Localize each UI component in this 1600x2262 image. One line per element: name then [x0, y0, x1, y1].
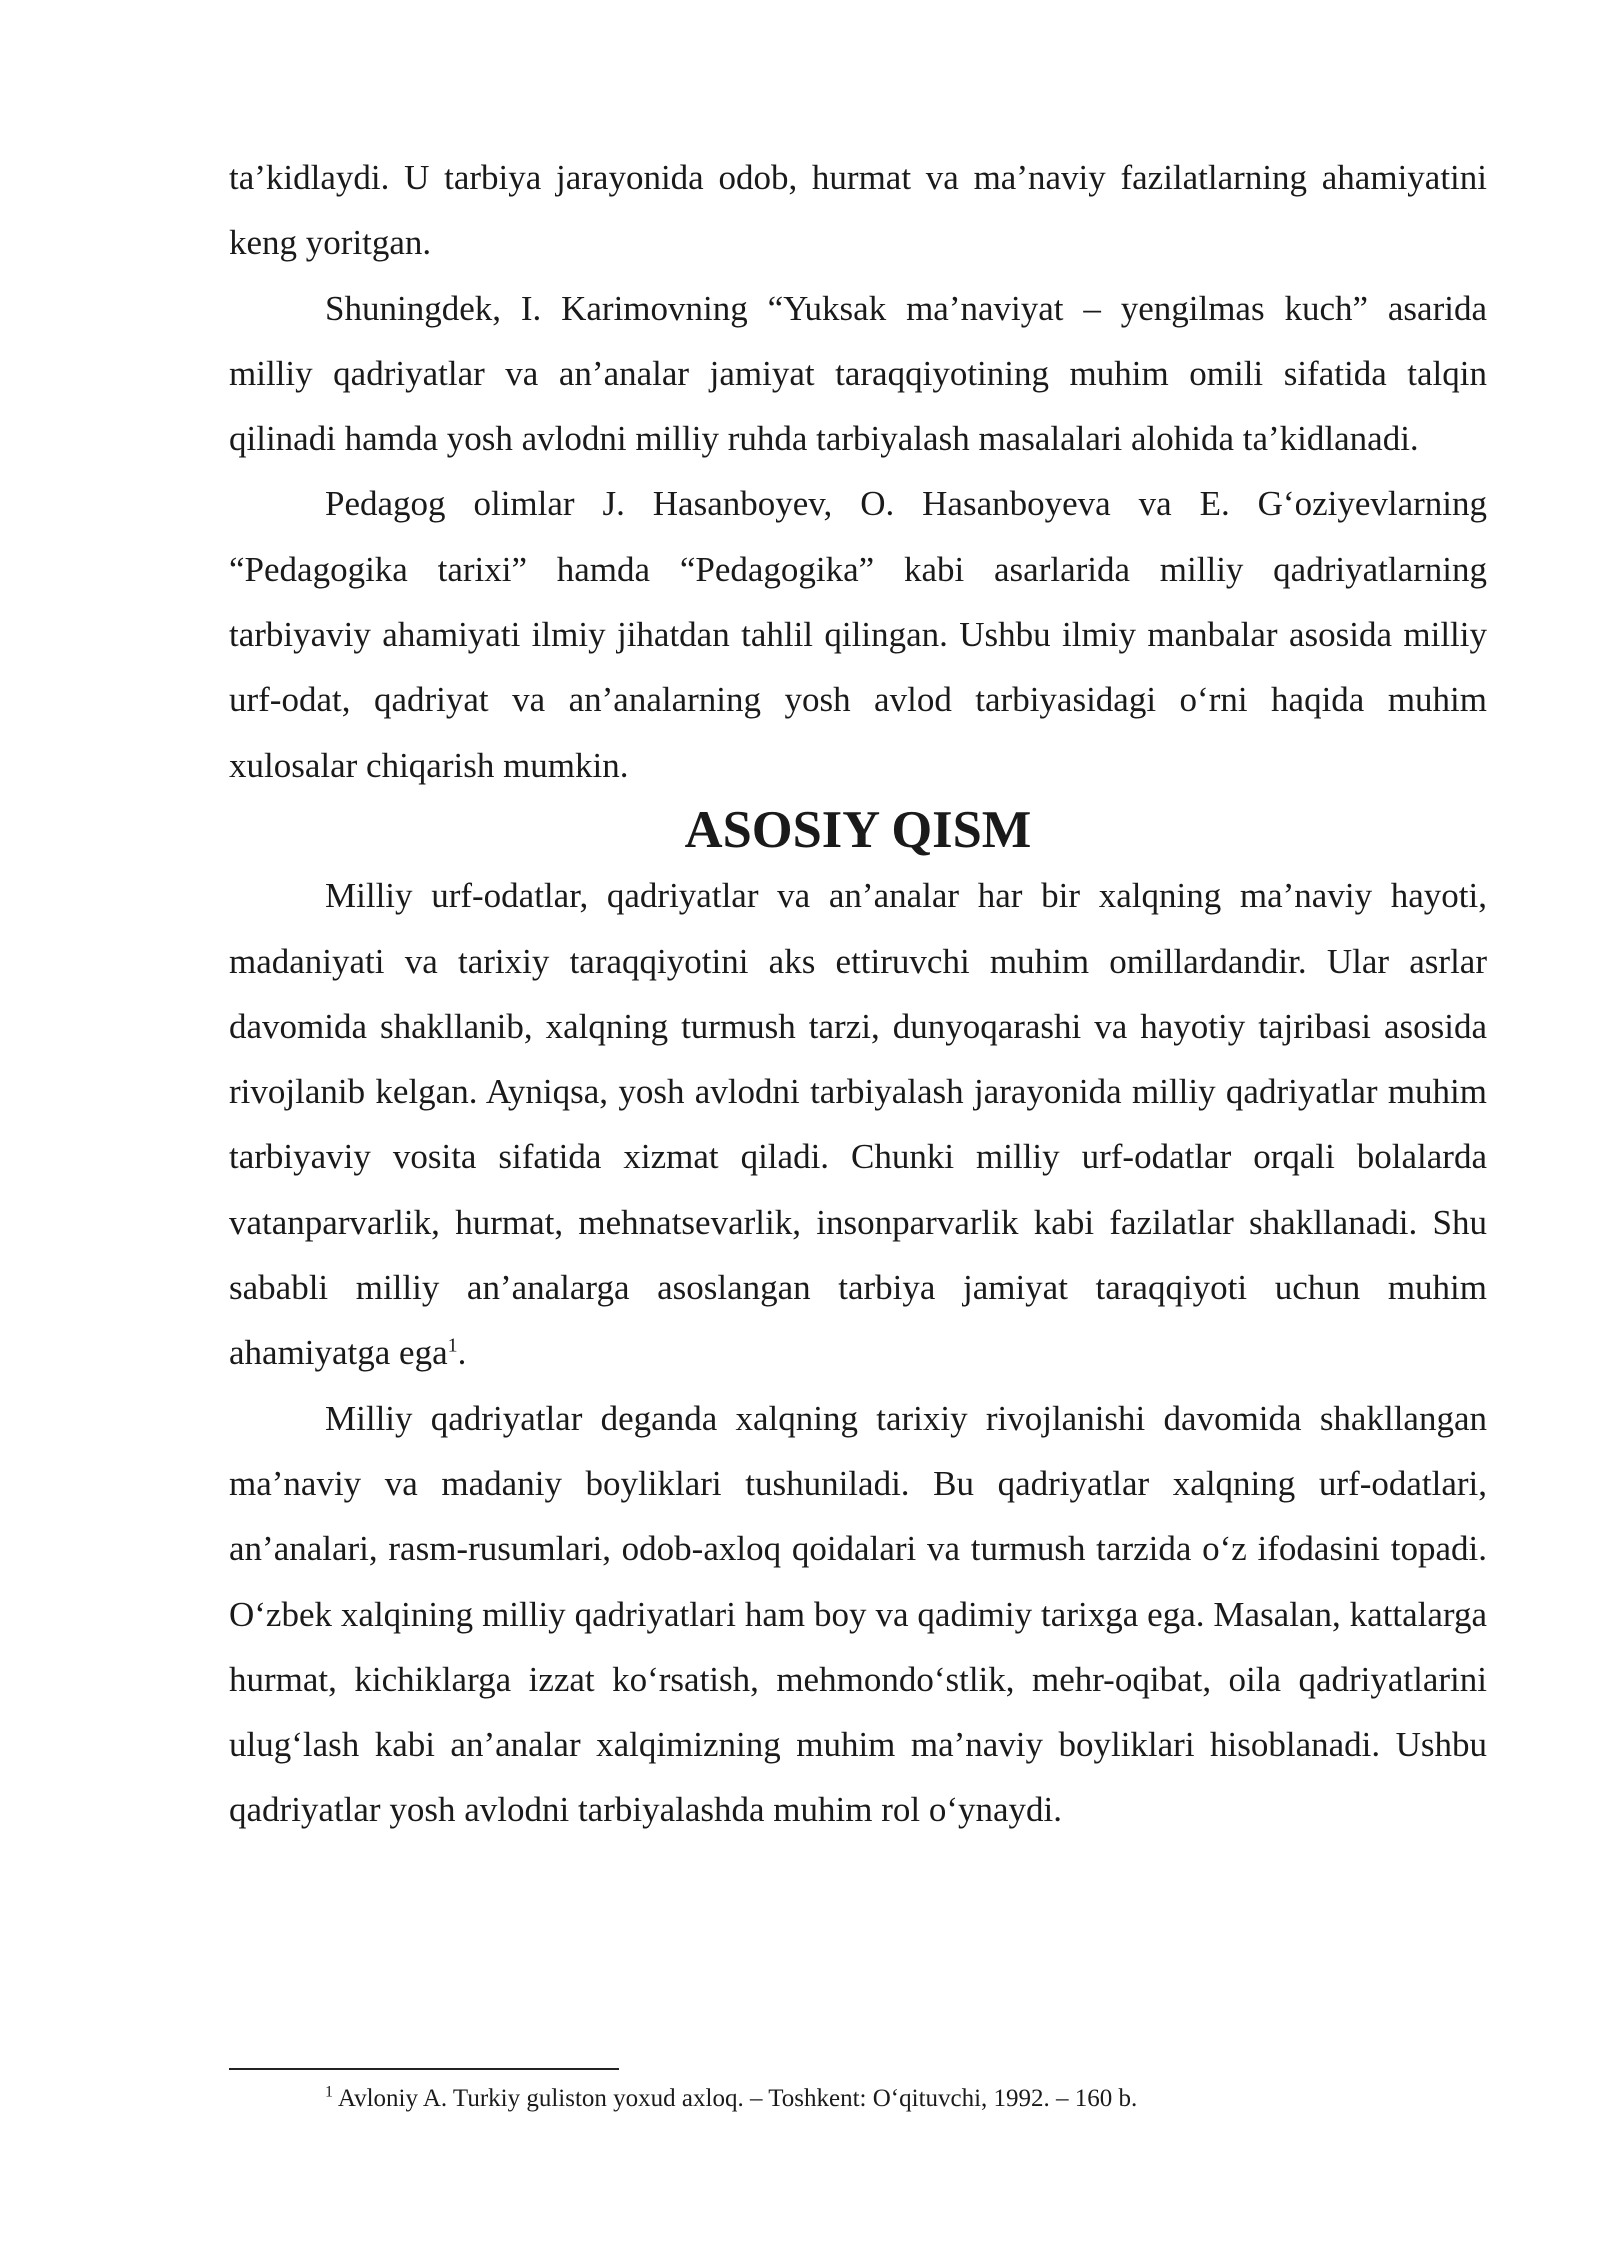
paragraph-karimov: Shuningdek, I. Karimovning “Yuksak ma’naviyat – yengilmas kuch” asarida milliy qadriyatlar va an’analar jamiyat taraqqiyotining muhim omili sifatida talqin qilinadi hamda yosh avlodni milliy ruhda tarbiyalash masalalari alohida ta’kidlanadi.	[229, 288, 1487, 459]
footnote-reference[interactable]: 1	[447, 1334, 458, 1357]
paragraph-pedagog-olimlar: Pedagog olimlar J. Hasanboyev, O. Hasanboyeva va E. G‘oziyevlarning “Pedagogika tarixi” hamda “Pedagogika” kabi asarlarida milliy qadriyatlarning tarbiyaviy ahamiyati ilmiy jihatdan tahlil qilingan. Ushbu ilmiy manbalar asosida milliy urf-odat, qadriyat va an’analarning yosh avlod tarbiyasidagi o‘rni haqida muhim xulosalar chiqarish mumkin.	[229, 484, 1487, 785]
paragraph-continuation: ta’kidlaydi. U tarbiya jarayonida odob, hurmat va ma’naviy fazilatlarning ahamiyatini keng yoritgan.	[229, 158, 1487, 263]
paragraph-tail: .	[457, 1333, 467, 1373]
section-heading: ASOSIY QISM	[684, 800, 1032, 859]
footnote-text: Avloniy A. Turkiy guliston yoxud axloq. – Toshkent: O‘qituvchi, 1992. – 160 b.	[333, 2085, 1138, 2112]
paragraph-milliy-qadriyatlar: Milliy qadriyatlar deganda xalqning tarixiy rivojlanishi davomida shakllangan ma’naviy va madaniy boyliklari tushuniladi. Bu qadriyatlar xalqning urf-odatlari, an’analari, rasm-rusumlari, odob-axloq qoidalari va turmush tarzida o‘z ifodasini topadi. O‘zbek xalqining milliy qadriyatlari ham boy va qadimiy tarixga ega. Masalan, kattalarga hurmat, kichiklarga izzat ko‘rsatish, mehmondo‘stlik, mehr-oqibat, oila qadriyatlarini ulug‘lash kabi an’analar xalqimizning muhim ma’naviy boyliklari hisoblanadi. Ushbu qadriyatlar yosh avlodni tarbiyalashda muhim rol o‘ynaydi.	[229, 1398, 1487, 1830]
footnote-mark: 1	[325, 2083, 333, 2101]
paragraph-milliy-urf-odatlar	[229, 863, 1487, 1385]
footnote-separator	[229, 2068, 619, 2070]
footnote	[325, 2082, 1487, 2116]
body-text	[229, 145, 1487, 1843]
paragraph-milliy-urf-odatlar-text: Milliy urf-odatlar, qadriyatlar va an’analar har bir xalqning ma’naviy hayoti, madaniyati va tarixiy taraqqiyotini aks ettiruvchi muhim omillardandir. Ular asrlar davomida shakllanib, xalqning turmush tarzi, dunyoqarashi va hayotiy tajribasi asosida rivojlanib kelgan. Ayniqsa, yosh avlodni tarbiyalash jarayonida milliy qadriyatlar muhim tarbiyaviy vosita sifatida xizmat qiladi. Chunki milliy urf-odatlar orqali bolalarda vatanparvarlik, hurmat, mehnatsevarlik, insonparvarlik kabi fazilatlar shakllanadi. Shu sababli milliy an’analarga asoslangan tarbiya jamiyat taraqqiyoti uchun muhim ahamiyatga ega	[229, 876, 1487, 1373]
